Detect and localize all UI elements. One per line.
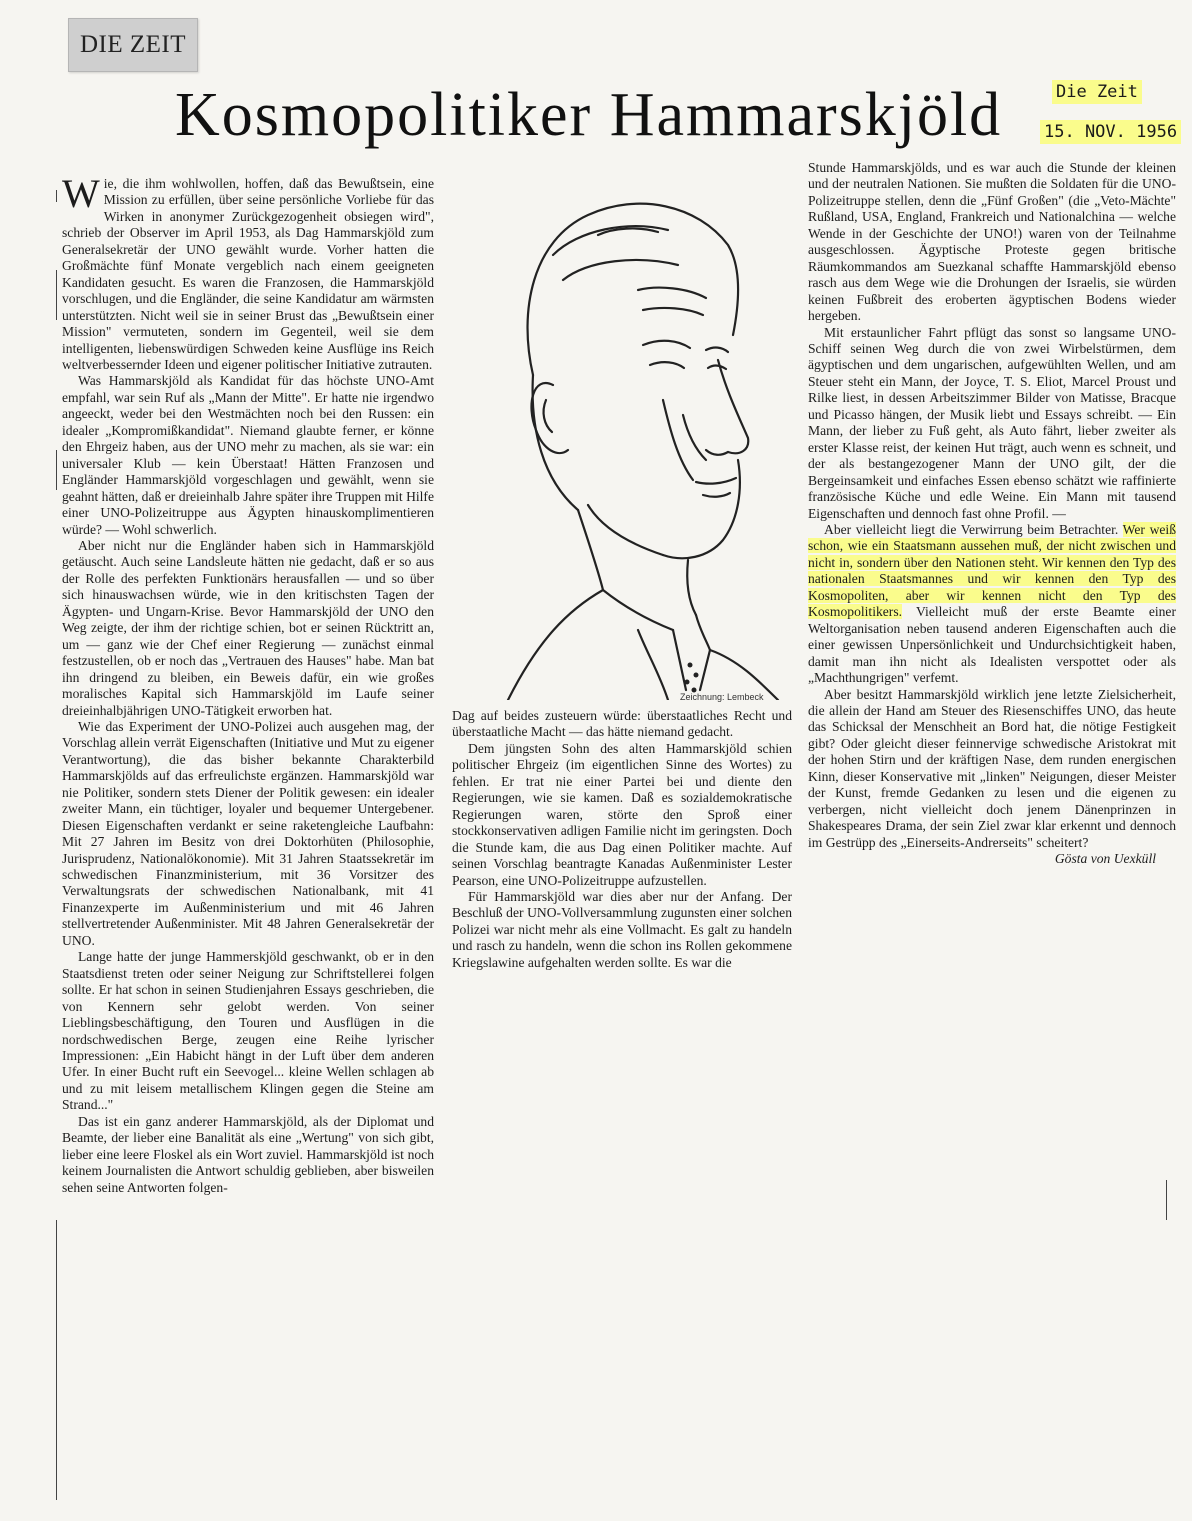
drop-cap: W [62, 171, 100, 216]
paragraph: Mit erstaunlicher Fahrt pflügt das sonst so langsame UNO-Schiff seinen Weg durch die von zwei Wirbelstürmen, dem ägyptischen und dem ungarischen, aufgewühlten Wellen, und am Steuer steht ein Mann, der Joyce, T. S. Eliot, Marcel Proust und Rilke liest, in dessen Arbeitszimmer Bilder von Matisse, Bracque und Picasso hängen, der Musik liebt und Essays schreibt. — Ein Mann, der lieber zu Fuß geht, als Auto fährt, lieber zweiter als erster Klasse reist, der keinen Hut trägt, auch wenn es schneit, und der als bestangezogener Mann der UNO gilt, der die Bergeinsamkeit und einfaches Essen ebenso schätzt wie raffinierte französische Küche und edle Weine. Ein Mann mit tausend Eigenschaften und dennoch fast ohne Profil. — [808, 324, 1176, 521]
portrait-drawing-icon [438, 160, 794, 700]
paragraph: Wie das Experiment der UNO-Polizei auch ausgehen mag, der Vorschlag allein verrät Eigenschaften (Initiative und Mut zu eigener Verantwortung), die das bisher bekannte Charakterbild Hammarskjölds auf das erfreulichste ergänzen. Hammarskjöld war nie Politiker, sondern stets Diener der Politik gewesen: ein idealer zweiter Mann, ein tüchtiger, loyaler und bequemer Untergebener. Diesen Eigenschaften verdankt er seine raketengleiche Laufbahn: Mit 27 Jahren im Besitz von drei Doktorhüten (Philosophie, Jurisprudenz, Nationalökonomie). Mit 31 Jahren Staatssekretär im schwedischen Finanzministerium, mit 36 Vorsitzer des Verwaltungsrats der schwedischen Nationalbank, mit 41 Finanzexperte im Außenministerium und mit 46 Jahren stellvertretender Außenminister. Mit 48 Jahren Generalsekretär der UNO. [62, 718, 434, 948]
headline: Kosmopolitiker Hammarskjöld [175, 81, 1003, 149]
margin-mark [56, 1220, 57, 1500]
author-signature: Gösta von Uexküll [1054, 851, 1156, 867]
paragraph: Dem jüngsten Sohn des alten Hammarskjöld schien politischer Ehrgeiz (im eigentlichen Sinne des Wortes) zu fehlen. Er trat nie einer Partei bei und diente den Regierungen, wie sie kamen. Daß es sozialdemokratische Regierungen waren, störte den Sproß einer stockkonservativen adligen Familie nicht im geringsten. Doch die Stunde kam, die aus Dag einen Politiker machte. Auf seinen Vorschlag beantragte Kanadas Außenminister Lester Pearson, eine UNO-Polizeitruppe aufzustellen. [452, 740, 792, 888]
paragraph: Aber nicht nur die Engländer haben sich in Hammarskjöld getäuscht. Auch seine Landsleute hätten nie gedacht, daß er so aus der Rolle des perfekten Funktionärs herausfallen — und so über sich hinauswachsen würde, wie in den kritischsten Tagen der Ägypten- und Ungarn-Krise. Bevor Hammarskjöld der UNO den Weg zeigte, der ihm der richtige schien, bot er seinen Rücktritt an, um — ganz wie der Chef einer Regierung — zunächst einmal festzustellen, ob er noch das „Vertrauen des Hauses" habe. Man bat ihn dringend zu bleiben, ein Beweis dafür, ein wie großes moralisches Kapital sich Hammarskjöld im Laufe seiner dreieinhalbjährigen UNO-Tätigkeit erworben hat. [62, 537, 434, 718]
paragraph: Wie, die ihm wohlwollen, hoffen, daß das Bewußtsein, eine Mission zu erfüllen, über seine persönliche Vorliebe für das Wirken in anonymer Zurückgezogenheit obsiegen wird", schrieb der Observer im April 1953, als Dag Hammarskjöld zum Generalsekretär der UNO gewählt wurde. Vorher hatten die Großmächte fünf Monate vergeblich nach einem geeigneten Kandidaten gesucht. Es waren die Franzosen, die Hammarskjöld vorschlugen, und die Engländer, die seine Kandidatur am wärmsten unterstützten. Nicht weil sie in seiner Brust das „Bewußtsein einer Mission" vermuteten, sondern im Gegenteil, weil sie dem intelligenten, liebenswürdigen Schweden keine Ausflüge ins Reich weltverbessernder Ideen und eigener politischer Initiative zutrauten. [62, 171, 434, 372]
paragraph: Stunde Hammarskjölds, und es war auch die Stunde der kleinen und der neutralen Nationen. Sie mußten die Soldaten für die UNO-Polizeitruppe stellen, denn die „Fünf Großen" (die „Veto-Mächte" Rußland, USA, England, Frankreich und Nationalchina — welche Wende in der Geschichte der UNO!) waren von der Teilnahme ausgeschlossen. Ägyptische Proteste gegen britische Räumkommandos am Suezkanal schaffte Hammarskjöld ebenso rasch aus dem Wege wie die Drohungen der Israelis, sie würden keinen Fußbreit des eroberten ägyptischen Bodens wieder hergeben. [808, 160, 1176, 324]
margin-mark [56, 450, 57, 490]
handwritten-paper-note: Die Zeit [1052, 80, 1142, 104]
paragraph: Dag auf beides zusteuern würde: überstaatliches Recht und überstaatliche Macht — das hätte niemand gedacht. [452, 708, 792, 740]
illustration-credit: Zeichnung: Lembeck [680, 692, 764, 702]
paragraph: Aber besitzt Hammarskjöld wirklich jene letzte Zielsicherheit, die allein der Hand am Steuer des Riesenschiffes UNO, das heute das Schicksal der Menschheit an Bord hat, die nötige Festigkeit gibt? Oder gleicht dieser feinnervige schwedische Aristokrat mit der hohen Stirn und der kräftigen Nase, dem runden energischen Kinn, dieser Konservative mit „linken" Neigungen, dieser Meister der Kunst, fremde Gedanken zu lesen und die eigenen zu verbergen, nicht vielleicht doch jenem Dänenprinzen in Shakespeares Drama, der sein Ziel zwar klar erkennt und dennoch im Gestrüpp des „Einerseits-Andrerseits" scheitert? [808, 686, 1176, 850]
paragraph: Für Hammarskjöld war dies aber nur der Anfang. Der Beschluß der UNO-Vollversammlung zugunsten einer solchen Polizei war nicht mehr als eine Vollmacht. Es galt zu handeln und rasch zu handeln, wenn die schon ins Rollen gekommene Kriegslawine aufgehalten werden sollte. Es war die [452, 888, 792, 970]
paragraph: Lange hatte der junge Hammerskjöld geschwankt, ob er in den Staatsdienst treten oder seiner Neigung zur Schriftstellerei folgen sollte. Er hat schon in seinen Studienjahren Essays geschrieben, die von Kennern sehr gelobt werden. Von seiner Lieblingsbeschäftigung, den Touren und Ausflügen in die nordschwedischen Berge, zeugen eine Reihe lyrischer Impressionen: „Ein Habicht hängt in der Luft über dem anderen Ufer. In einer Bucht ruft ein Seevogel... kleine Wellen schlagen ab und zu mit leisem metallischem Klingen gegen die Steine am Strand..." [62, 949, 434, 1113]
handwritten-date-note: 15. NOV. 1956 [1040, 120, 1181, 144]
article-column-1 [62, 171, 434, 1196]
margin-mark [56, 190, 57, 202]
paragraph: Aber vielleicht liegt die Verwirrung beim Betrachter. Wer weiß schon, wie ein Staatsmann aussehen muß, der nicht zwischen und nicht in, sondern über den Nationen steht. Wir kennen den Typ des nationalen Staatsmannes und wir kennen den Typ des Kosmopoliten, aber wir kennen nicht den Typ des Kosmopolitikers. Vielleicht muß der erste Beamte einer Weltorganisation neben tausend anderen Eigenschaften auch die einer gewissen Unpersönlichkeit und Undurchsichtigkeit haben, damit man ihn nicht als Idealisten verspottet oder als „Machthungrigen" verfemt. [808, 521, 1176, 686]
paragraph: Was Hammarskjöld als Kandidat für das höchste UNO-Amt empfahl, war sein Ruf als „Mann der Mitte". Er hatte nie irgendwo angeeckt, weder bei den Westmächten noch bei den Russen: ein idealer „Kompromißkandidat". Niemand glaubte ferner, er könne den Ehrgeiz haben, aus der UNO mehr zu machen, als sie war: ein universaler Klub — kein Überstaat! Hätten Franzosen und Engländer Hammarskjöld vorgeschlagen und gewählt, wenn sie geahnt hätten, daß er dreieinhalb Jahre später ihre Truppen mit Hilfe einer UNO-Polizeitruppe aus Ägypten hinauskomplimentieren würde? — Wohl schwerlich. [62, 373, 434, 537]
article-column-3 [808, 160, 1176, 867]
masthead-label: DIE ZEIT [68, 18, 198, 72]
margin-mark [1166, 1180, 1167, 1220]
margin-mark [56, 270, 57, 320]
highlighted-passage: Wer weiß schon, wie ein Staatsmann aussehen muß, der nicht zwischen und nicht in, sondern über den Nationen steht. Wir kennen den Typ des nationalen Staatsmannes und wir kennen den Typ des Kosmopoliten, aber wir kennen nicht den Typ des Kosmopolitikers. [808, 521, 1176, 620]
paragraph: Das ist ein ganz anderer Hammarskjöld, als der Diplomat und Beamte, der lieber eine Banalität als eine „Wertung" von sich gibt, lieber eine leere Floskel als ein Wort zuviel. Hammarskjöld ist noch keinem Journalisten die Antwort schuldig geblieben, aber bisweilen sehen seine Antworten folgen- [62, 1113, 434, 1195]
article-column-2 [452, 708, 792, 971]
